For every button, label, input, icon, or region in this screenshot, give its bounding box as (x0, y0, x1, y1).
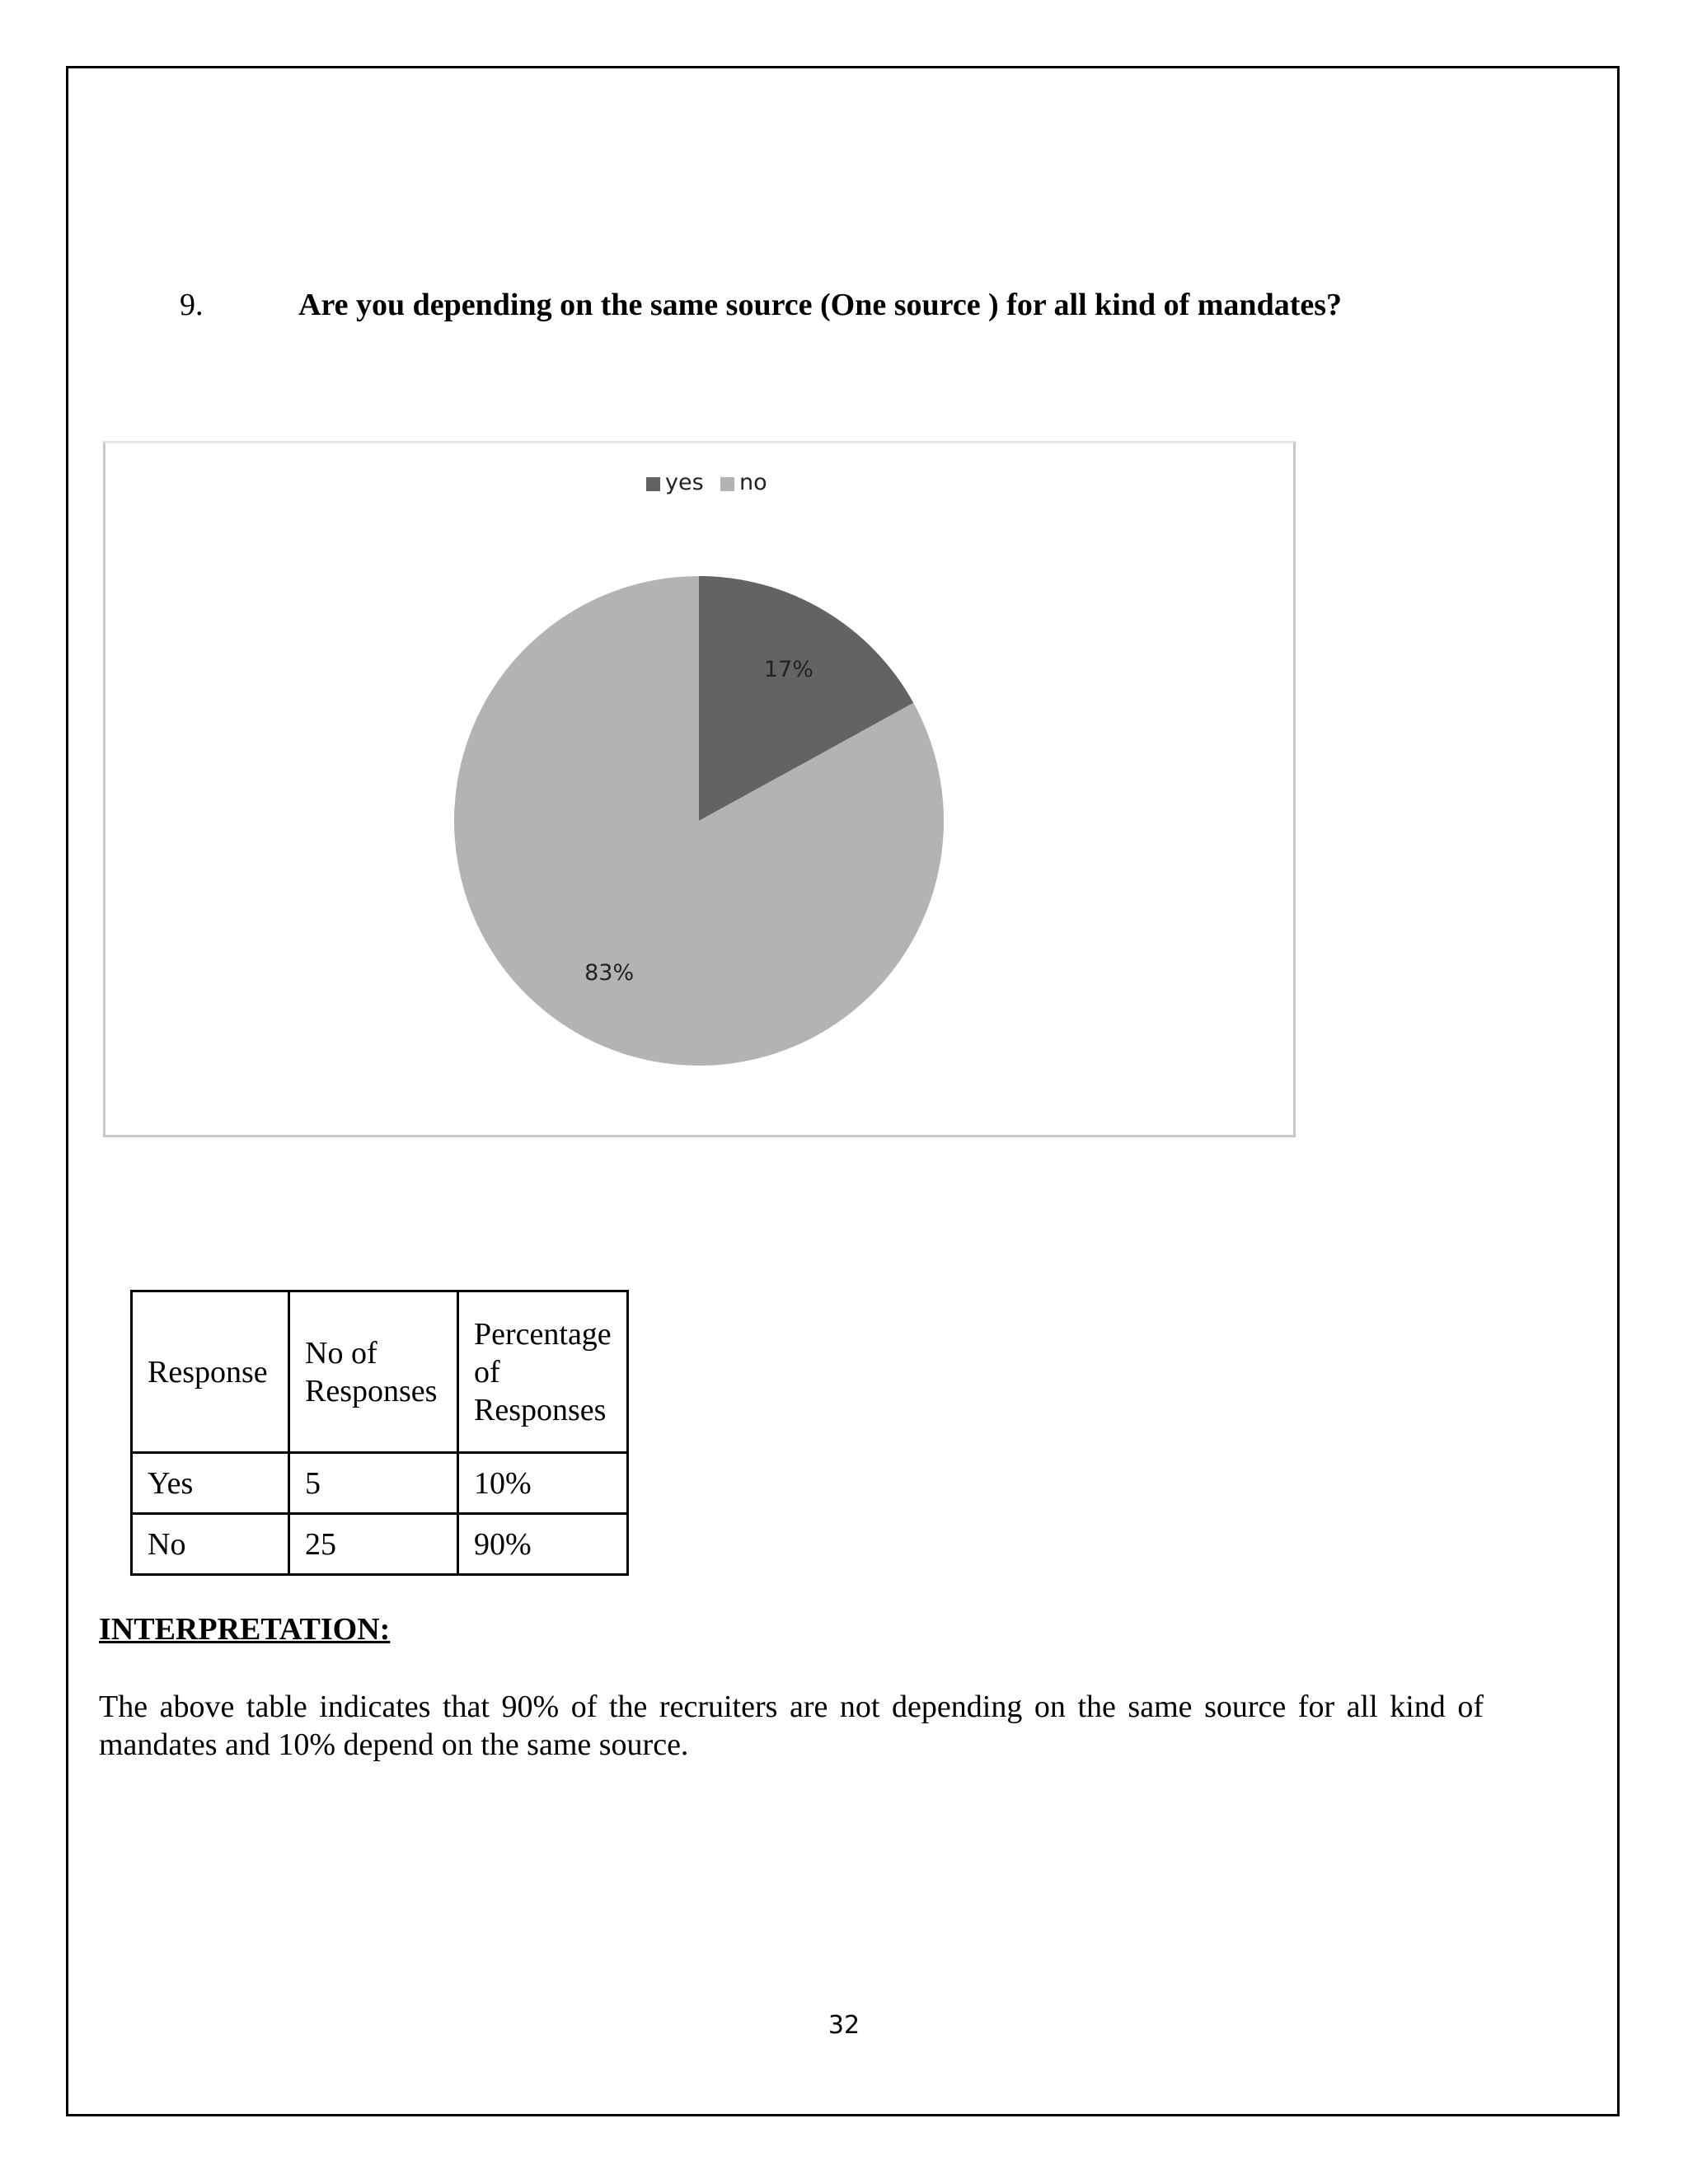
page-number: 32 (828, 2011, 860, 2040)
pie-chart-frame (103, 441, 1296, 1137)
table-cell: No (132, 1514, 289, 1575)
header-no-of-responses: No of Responses (289, 1291, 458, 1453)
table-cell: 5 (289, 1453, 458, 1514)
chart-legend (646, 470, 767, 495)
header-response: Response (132, 1291, 289, 1453)
table-header-row (132, 1291, 628, 1453)
table-cell: 90% (458, 1514, 628, 1575)
header-percentage: Percentage of Responses (458, 1291, 628, 1453)
response-table (130, 1290, 629, 1576)
legend-swatch-yes (646, 477, 660, 491)
question-number: 9. (180, 288, 204, 322)
interpretation-text: The above table indicates that 90% of the recruiters are not depending on the same source for all kind of mandates and 10% depend on the same source. (99, 1690, 1484, 1762)
table-cell: 25 (289, 1514, 458, 1575)
interpretation-heading: INTERPRETATION: (99, 1612, 391, 1647)
pie-label-yes: 17% (763, 656, 814, 682)
pie-chart (106, 443, 1293, 1135)
legend-swatch-no (720, 477, 734, 491)
table-cell: Yes (132, 1453, 289, 1514)
table-row (132, 1514, 628, 1575)
pie-label-no: 83% (584, 960, 635, 987)
table-cell: 10% (458, 1453, 628, 1514)
question-text: Are you depending on the same source (One source ) for all kind of mandates? (298, 288, 1343, 322)
legend-label-yes: yes (665, 470, 704, 495)
legend-label-no: no (739, 470, 767, 495)
question-line (0, 287, 1688, 328)
table-row (132, 1453, 628, 1514)
